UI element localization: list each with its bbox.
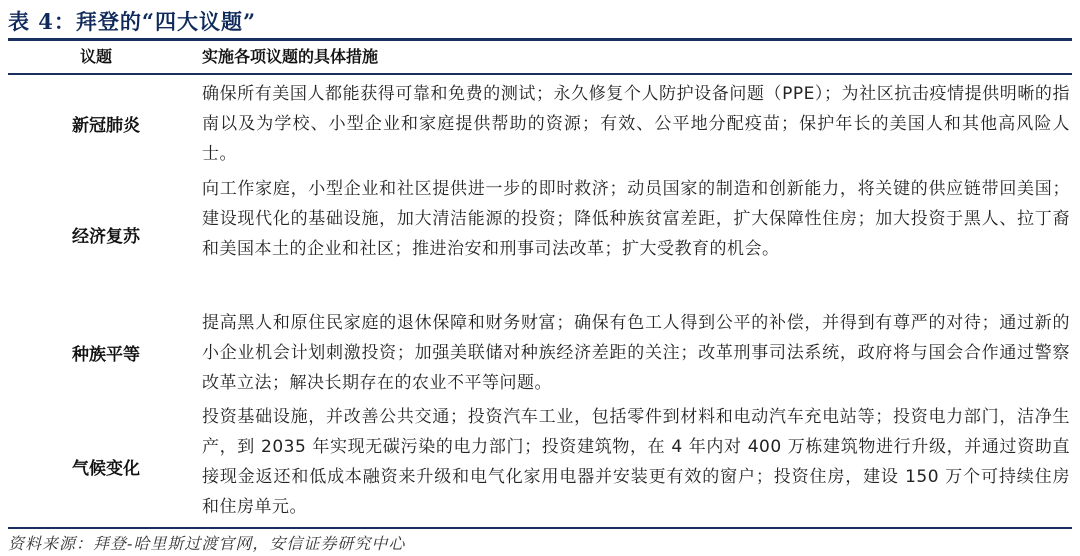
row-measures: 提高黑人和原住民家庭的退休保障和财务财富；确保有色工人得到公平的补偿，并得到有尊严的对待；通过新的小企业机会计划刺激投资；加强美联储对种族经济差距的关注；改革刑事司法系统，政府将与国会合作通过警察改革立法；解决长期存在的农业不平等问题。 — [202, 313, 1070, 393]
header-rule — [8, 73, 1072, 75]
row-measures: 确保所有美国人都能获得可靠和免费的测试；永久修复个人防护设备问题（PPE）；为社区抗击疫情提供明晰的指南以及为学校、小型企业和家庭提供帮助的资源；有效、公平地分配疫苗；保护年长的美国人和其他高风险人士。 — [202, 84, 1070, 164]
row-measures: 向工作家庭，小型企业和社区提供进一步的即时救济；动员国家的制造和创新能力，将关键的供应链带回美国；建设现代化的基础设施，加大清洁能源的投资；降低种族贫富差距，扩大保障性住房；加大投资于黑人、拉丁裔和美国本土的企业和社区；推进治安和刑事司法改革；扩大受教育的机会。 — [202, 179, 1070, 259]
row-topic: 种族平等 — [72, 345, 140, 365]
table-title: 表 4：拜登的“四大议题” — [8, 9, 257, 34]
bottom-rule — [8, 527, 1072, 529]
row-topic: 经济复苏 — [72, 227, 140, 247]
top-rule — [8, 38, 1072, 41]
row-topic: 气候变化 — [72, 459, 140, 479]
source-note: 资料来源：拜登-哈里斯过渡官网，安信证券研究中心 — [8, 534, 406, 553]
header-measures: 实施各项议题的具体措施 — [202, 47, 379, 66]
row-topic: 新冠肺炎 — [72, 116, 140, 136]
header-topic: 议题 — [80, 47, 113, 66]
row-measures: 投资基础设施，并改善公共交通；投资汽车工业，包括零件到材料和电动汽车充电站等；投资电力部门，洁净生产，到 2035 年实现无碳污染的电力部门；投资建筑物，在 4 年内对 400 万栋建筑物进行升级，并通过资助直接现金返还和低成本融资来升级和电气化家用电器并安装更有效的窗户；投资住房，建设 150 万个可持续住房和住房单元。 — [202, 407, 1070, 517]
